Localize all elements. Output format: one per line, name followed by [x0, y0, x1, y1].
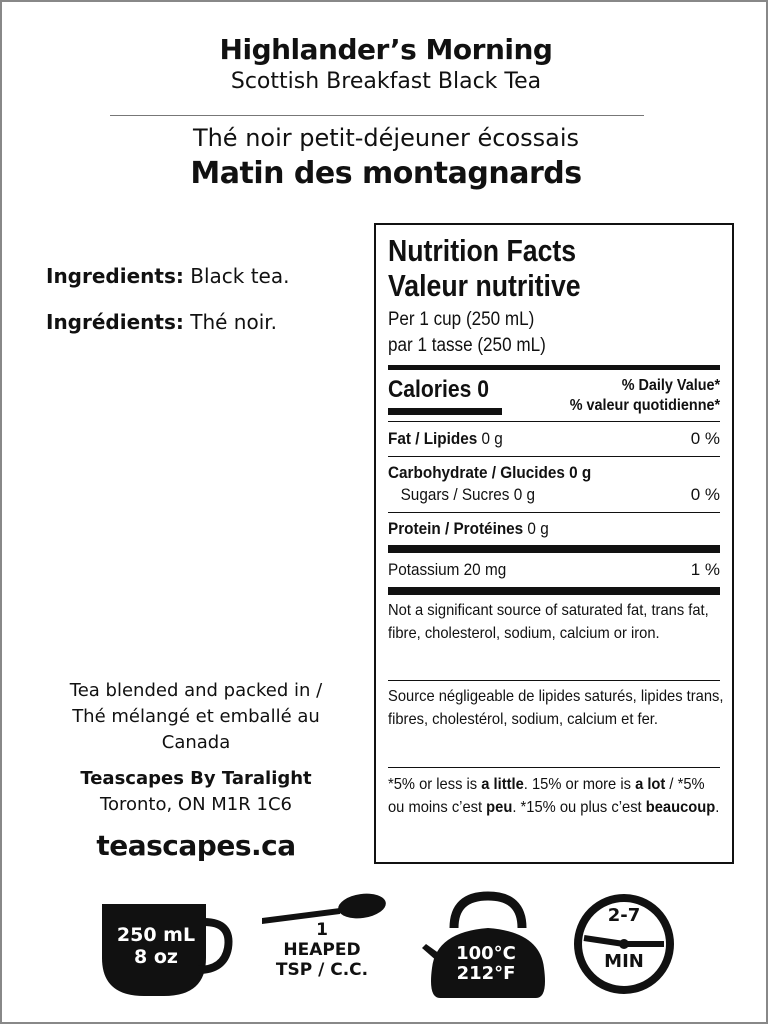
- footnote-text: . 15% or more is: [523, 776, 636, 793]
- tea-description-english: Scottish Breakfast Black Tea: [230, 69, 542, 94]
- potassium-daily-value: 1 %: [690, 560, 720, 579]
- ingredients-value-english: Black tea.: [183, 264, 290, 288]
- divider-thick: [388, 545, 720, 553]
- origin-statement: [36, 678, 356, 756]
- spoon-unit: TSP / C.C.: [275, 960, 369, 980]
- sugars-daily-value: 0 %: [690, 485, 720, 504]
- footnote-peu: peu: [486, 799, 513, 816]
- tea-name-french: Matin des montagnards: [190, 156, 582, 191]
- daily-value-french: % valeur quotidienne*: [569, 397, 720, 414]
- french-header: [2, 122, 768, 194]
- divider-thick: [388, 587, 720, 595]
- origin-line-3: Canada: [161, 732, 231, 753]
- ingredients-english: [46, 264, 289, 288]
- carbohydrate-label: Carbohydrate / Glucides 0 g: [388, 463, 592, 482]
- footnote-text: *5% or less is: [388, 776, 482, 793]
- spoon-count: 1: [316, 920, 328, 940]
- nutrition-facts-table: [374, 223, 734, 864]
- spoon-amount: [252, 920, 392, 980]
- footnote-text: . *15% ou plus c’est: [512, 799, 646, 816]
- footnote-text: / *5% ou moins c’est: [388, 776, 705, 816]
- fat-value: 0 g: [477, 429, 503, 448]
- fat-daily-value: 0 %: [690, 429, 720, 448]
- protein-row: [388, 513, 720, 545]
- calories-underline: [388, 408, 502, 415]
- company-address: Toronto, ON M1R 1C6: [100, 794, 292, 815]
- company-info: [36, 766, 356, 818]
- water-temperature: [436, 944, 536, 984]
- cup-volume-ml: 250 mL: [116, 924, 196, 946]
- tea-description-french: Thé noir petit-déjeuner écossais: [192, 124, 580, 152]
- fat-label: Fat / Lipides: [388, 429, 478, 448]
- spoon-heaped: HEAPED: [283, 940, 361, 960]
- note-english: Not a significant source of saturated fat, trans fat, fibre, cholesterol, sodium, calcium or iron.: [388, 602, 709, 642]
- footnote-beaucoup: beaucoup: [645, 799, 716, 816]
- footnote-a-little: a little: [481, 776, 524, 793]
- english-header: [2, 32, 768, 96]
- steep-time-unit: MIN: [604, 951, 644, 972]
- serving-size-french: par 1 tasse (250 mL): [388, 335, 546, 356]
- temperature-celsius: 100°C: [456, 943, 516, 964]
- company-name: Teascapes By Taralight: [80, 768, 312, 789]
- ingredients-value-french: Thé noir.: [183, 310, 277, 334]
- potassium-value: Potassium 20 mg: [388, 560, 507, 579]
- potassium-row: [388, 553, 720, 587]
- cup-volume-oz: 8 oz: [134, 946, 178, 968]
- calories-value: Calories 0: [388, 376, 489, 403]
- header-divider: [110, 115, 644, 116]
- origin-line-2: Thé mélangé et emballé au: [72, 706, 320, 727]
- protein-label: Protein / Protéines: [388, 519, 524, 538]
- ingredients-label-english: Ingredients:: [46, 264, 184, 288]
- ingredients-french: [46, 310, 277, 334]
- steep-time-range: 2-7: [607, 905, 641, 926]
- protein-value: 0 g: [523, 519, 549, 538]
- temperature-fahrenheit: 212°F: [456, 963, 516, 984]
- origin-line-1: Tea blended and packed in /: [69, 680, 323, 701]
- ingredients-label-french: Ingrédients:: [46, 310, 184, 334]
- company-website: teascapes.ca: [96, 829, 296, 862]
- brewing-instructions: [2, 882, 768, 1012]
- nutrition-title-english: Nutrition Facts: [388, 233, 577, 268]
- carbohydrate-block: [388, 457, 720, 505]
- daily-value-footnote: [388, 768, 724, 819]
- calories-row: [388, 370, 720, 416]
- footnote-text: .: [715, 799, 720, 816]
- daily-value-english: % Daily Value*: [621, 377, 720, 394]
- tea-name-english: Highlander’s Morning: [219, 33, 553, 66]
- sugars-value: Sugars / Sucres 0 g: [400, 485, 535, 504]
- serving-size-english: Per 1 cup (250 mL): [388, 309, 535, 330]
- daily-value-header: [553, 376, 720, 416]
- footnote-a-lot: a lot: [635, 776, 666, 793]
- fat-row: [388, 422, 720, 456]
- note-french: Source négligeable de lipides saturés, lipides trans, fibres, cholestérol, sodium, calcium et fer.: [388, 688, 724, 728]
- cup-volume: [102, 924, 210, 968]
- nutrition-title-french: Valeur nutritive: [388, 268, 581, 303]
